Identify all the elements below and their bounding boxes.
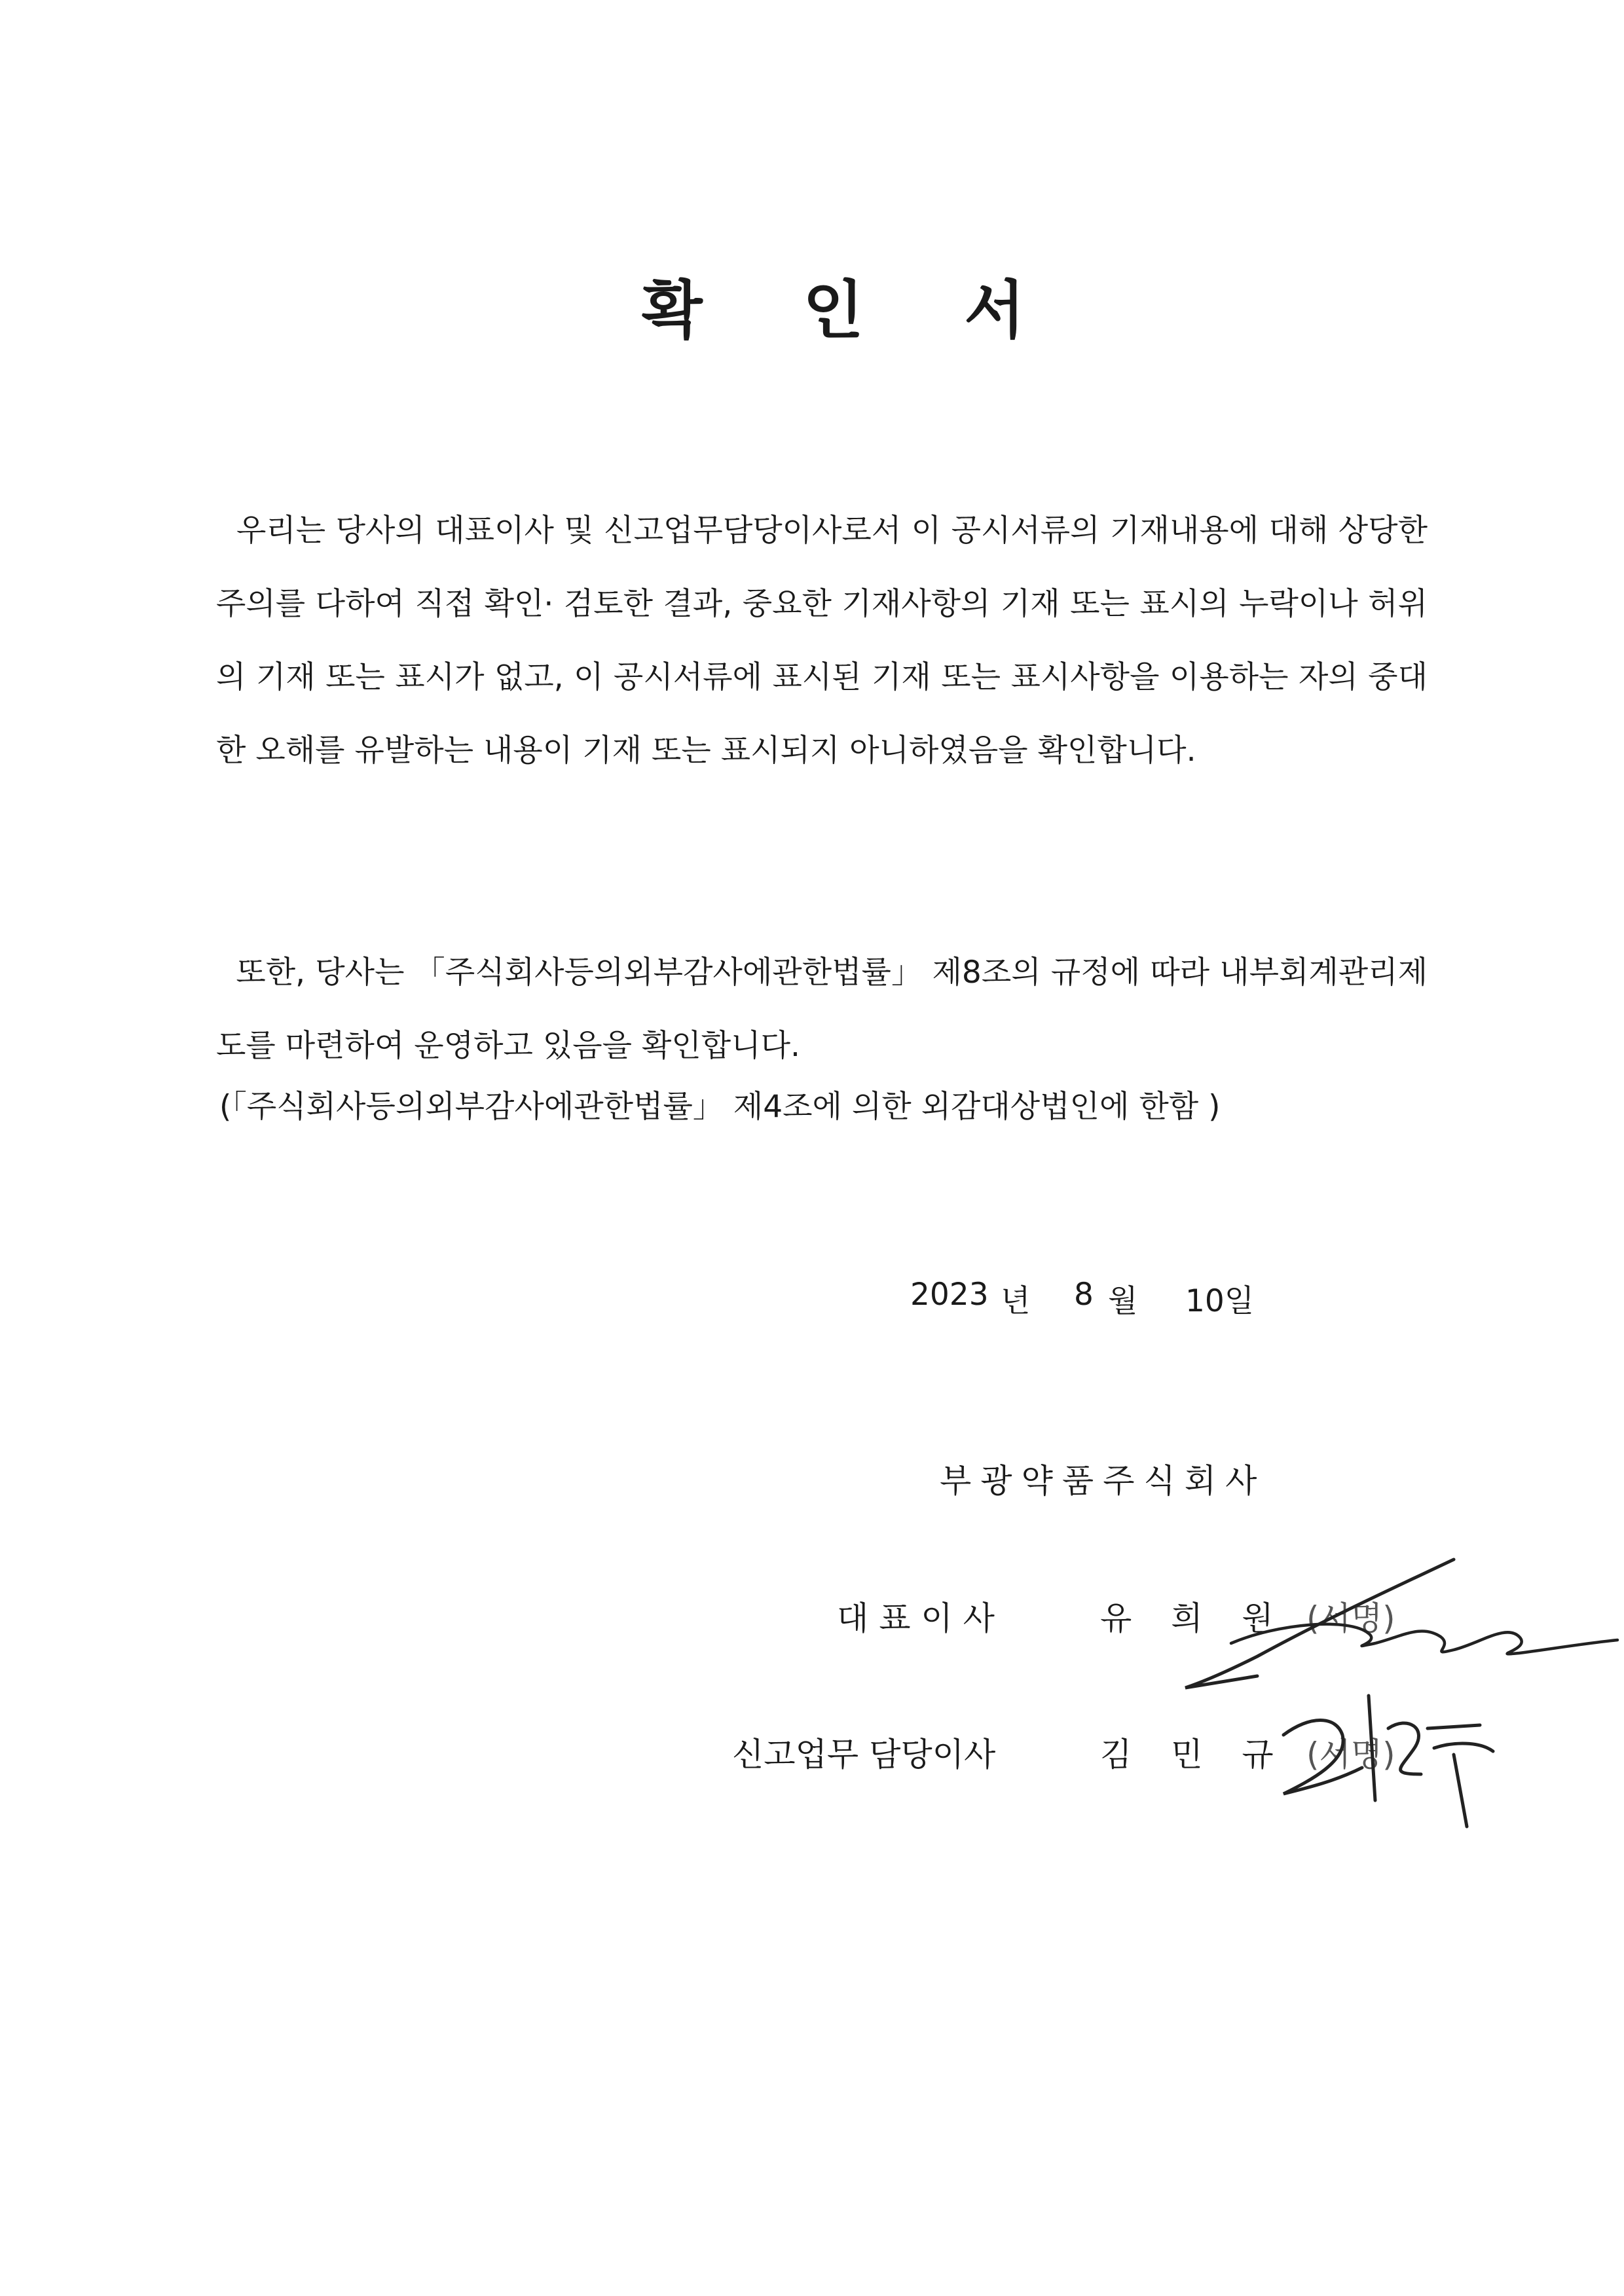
signature-placeholder: (서명) <box>1306 1599 1395 1637</box>
internal-control-paragraph: 또한, 당사는 「주식회사등의외부감사에관한법률」 제8조의 규정에 따라 내부회계관리제도를 마련하여 운영하고 있음을 확인합니다. <box>216 955 1428 1064</box>
date-month: 8 <box>1074 1277 1094 1313</box>
signer-name: 유 희 원 <box>1100 1599 1274 1637</box>
title-char: 서 <box>964 274 1025 347</box>
title-char: 확 <box>642 274 703 347</box>
date-day: 10일 <box>1185 1283 1255 1319</box>
company-name: 부광약품주식회사 <box>940 1462 1266 1500</box>
confirmation-paragraph: 우리는 당사의 대표이사 및 신고업무담당이사로서 이 공시서류의 기재내용에 대해 상당한 주의를 다하여 직접 확인· 검토한 결과, 중요한 기재사항의 기재 또는 표시의 누락이나 허위의 기재 또는 표시가 없고, 이 공시서류에 표시된 기재 또는 표시사항을 이용하는 자의 중대한 오해를 유발하는 내용이 기재 또는 표시되지 아니하였음을 확인합니다. <box>216 513 1428 769</box>
signer-role: 대 표 이 사 <box>837 1599 995 1637</box>
date-year: 2023 <box>910 1277 989 1313</box>
signature-placeholder: (서명) <box>1306 1736 1395 1774</box>
applicability-note: (「주식회사등의외부감사에관한법률」 제4조에 의한 외감대상법인에 한함 ) <box>219 1089 1221 1125</box>
date-month-unit: 월 <box>1108 1283 1138 1319</box>
document-title <box>642 261 1025 350</box>
handwritten-signature-icon <box>1270 1689 1506 1840</box>
signer-name: 김 민 규 <box>1100 1736 1274 1774</box>
date-year-unit: 년 <box>1001 1283 1031 1319</box>
title-char: 인 <box>803 274 864 347</box>
signer-role: 신고업무 담당이사 <box>732 1736 996 1774</box>
handwritten-signature-icon <box>1179 1545 1624 1702</box>
